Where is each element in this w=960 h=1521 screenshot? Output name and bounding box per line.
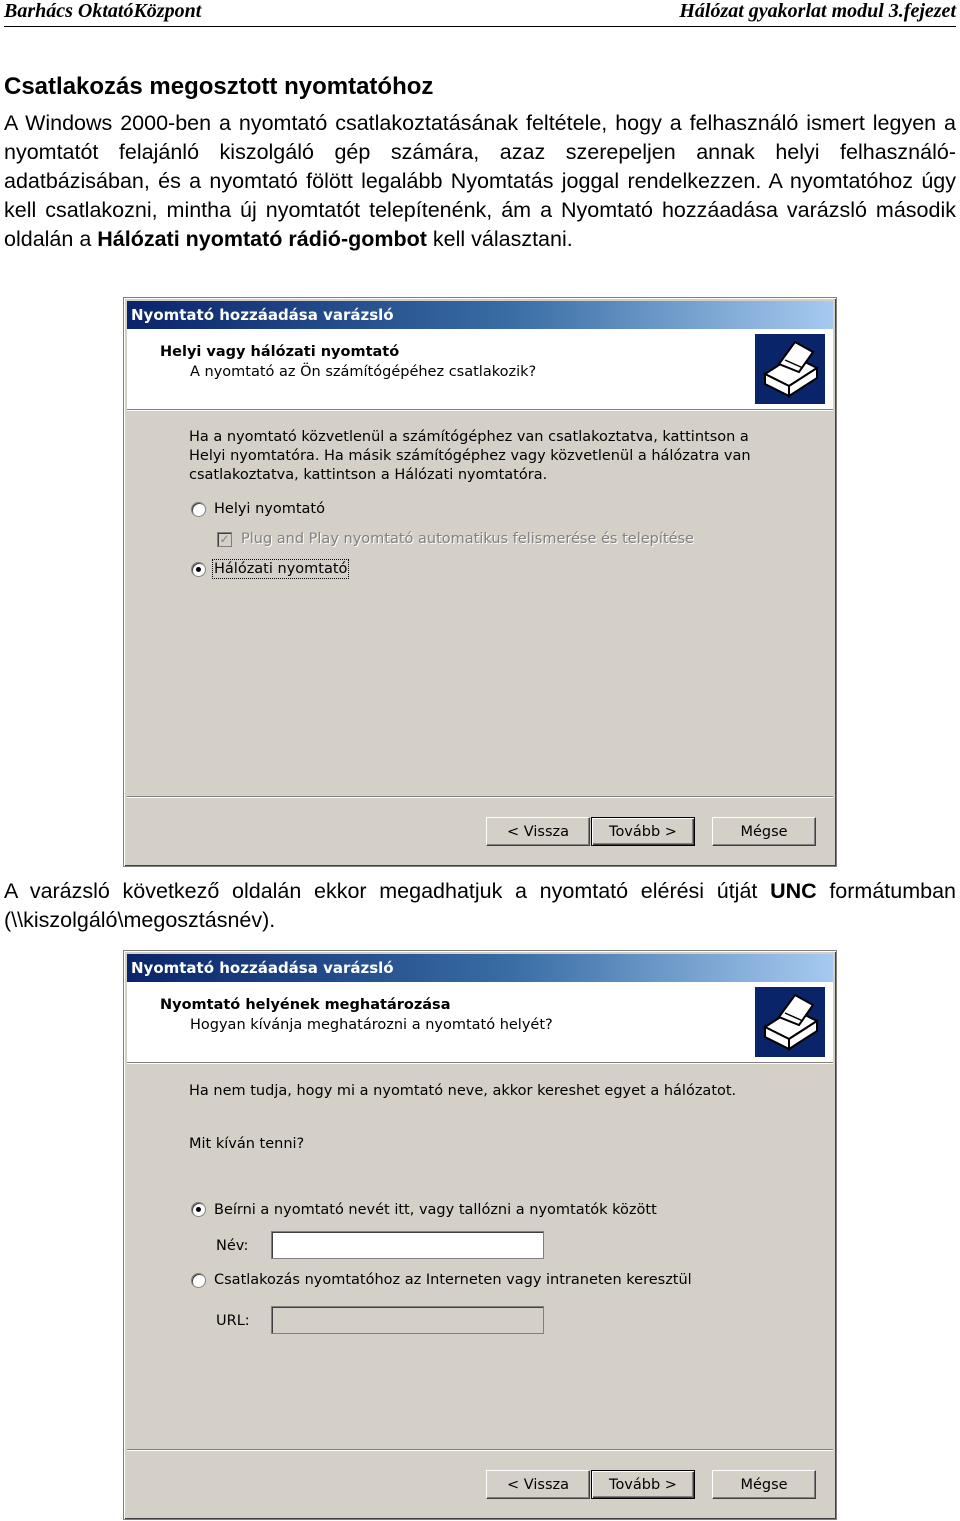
button-separator	[127, 796, 833, 798]
paragraph-text: A Windows 2000-ben a nyomtató csatlakoztatásának feltétele, hogy a felhasználó ismert legyen a nyomtatót felajánló kiszolgáló gép számára, azaz szerepeljen annak helyi felhasználó-adatbázisában, és a nyomtató fölött legalább Nyomtatás joggal rendelkezzen. A nyomtatóhoz úgy kell csatlakozni, mintha új nyomtatót telepítenénk, ám a Nyomtató hozzáadása varázsló második oldalán a	[4, 111, 956, 251]
label-local-printer[interactable]: Helyi nyomtató	[214, 501, 325, 517]
label-pnp: Plug and Play nyomtató automatikus felismerése és telepítése	[241, 531, 694, 547]
banner-subtitle: Hogyan kívánja meghatározni a nyomtató helyét?	[190, 1017, 553, 1033]
label-internet[interactable]: Csatlakozás nyomtatóhoz az Interneten vagy intraneten keresztül	[214, 1272, 692, 1288]
wizard-titlebar: Nyomtató hozzáadása varázsló	[127, 301, 833, 329]
banner-title: Helyi vagy hálózati nyomtató	[160, 344, 400, 360]
url-input[interactable]	[271, 1306, 544, 1334]
wizard-intro-text: Ha a nyomtató közvetlenül a számítógéphez van csatlakoztatva, kattintson a Helyi nyomtatóra. Ha másik számítógéphez vagy közvetlenül a hálózatra van csatlakoztatva, kattintson a Hálózati nyomtatóra.	[189, 429, 751, 483]
paragraph-bold: Hálózati nyomtató rádió-gombot	[97, 227, 427, 251]
add-printer-wizard-local-or-network	[123, 297, 837, 867]
banner-subtitle: A nyomtató az Ön számítógépéhez csatlakozik?	[190, 364, 537, 380]
cancel-button[interactable]: Mégse	[712, 1470, 816, 1499]
paragraph-unc	[4, 877, 956, 935]
label-network-printer[interactable]	[214, 560, 347, 579]
banner-title: Nyomtató helyének meghatározása	[160, 997, 451, 1013]
paragraph-text: formátumban (\\kiszolgáló\megosztásnév).	[4, 879, 956, 932]
wizard-question: Mit kíván tenni?	[189, 1136, 305, 1152]
next-button[interactable]: Tovább >	[591, 817, 695, 846]
url-label: URL:	[216, 1313, 250, 1329]
button-separator	[127, 1449, 833, 1451]
paragraph-intro	[4, 109, 956, 254]
radio-network-printer[interactable]	[191, 562, 206, 577]
header-left: Barhács OktatóKözpont	[4, 0, 202, 22]
paragraph-text: A varázsló következő oldalán ekkor megadhatjuk a nyomtató elérési útját	[4, 879, 771, 903]
header-right: Hálózat gyakorlat modul 3.fejezet	[679, 0, 956, 22]
radio-internet[interactable]	[191, 1273, 206, 1288]
printer-icon	[755, 334, 825, 404]
wizard-banner	[127, 329, 833, 410]
paragraph-text: kell választani.	[426, 227, 573, 251]
label-network-printer-text[interactable]: Hálózati nyomtató	[214, 561, 348, 577]
wizard-titlebar: Nyomtató hozzáadása varázsló	[127, 954, 833, 982]
name-label: Név:	[216, 1238, 249, 1254]
radio-enter-name[interactable]	[191, 1202, 206, 1217]
back-button[interactable]: < Vissza	[486, 1470, 590, 1499]
checkbox-pnp: ✓	[217, 532, 232, 547]
wizard-banner	[127, 982, 833, 1063]
section-title: Csatlakozás megosztott nyomtatóhoz	[4, 73, 434, 100]
radio-local-printer[interactable]	[191, 502, 206, 517]
paragraph-bold: UNC	[770, 879, 817, 903]
printer-icon	[755, 987, 825, 1057]
cancel-button[interactable]: Mégse	[712, 817, 816, 846]
page-header	[4, 0, 956, 27]
back-button[interactable]: < Vissza	[486, 817, 590, 846]
wizard-intro-text: Ha nem tudja, hogy mi a nyomtató neve, akkor kereshet egyet a hálózatot.	[189, 1083, 737, 1099]
next-button[interactable]: Tovább >	[591, 1470, 695, 1499]
add-printer-wizard-locate-printer	[123, 950, 837, 1520]
label-enter-name[interactable]: Beírni a nyomtató nevét itt, vagy tallózni a nyomtatók között	[214, 1202, 657, 1218]
name-input[interactable]	[271, 1231, 544, 1259]
